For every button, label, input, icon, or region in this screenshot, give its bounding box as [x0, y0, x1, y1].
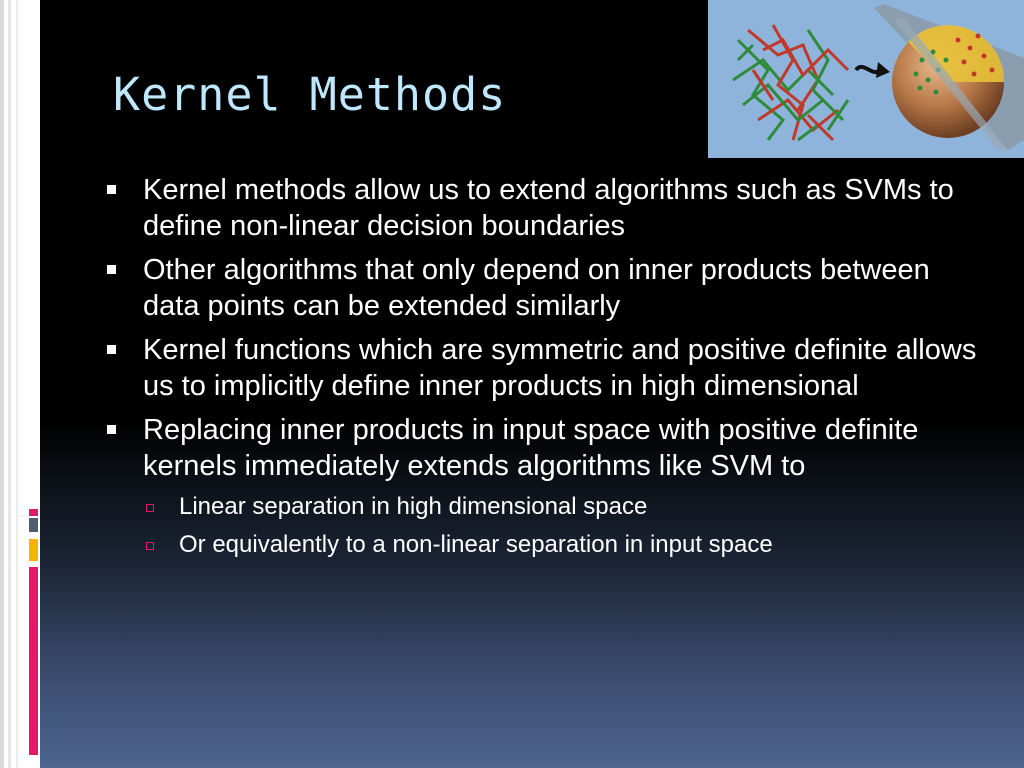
sub-bullet-text: Linear separation in high dimensional space: [179, 493, 648, 520]
kernel-mapping-graphic: [708, 0, 1024, 158]
left-decorative-strip: [0, 0, 40, 768]
bullet-text: Kernel functions which are symmetric and positive definite allows us to implicitly define inner products in high dimensional: [143, 334, 977, 402]
bullet-text: Other algorithms that only depend on inner products between data points can be extended similarly: [143, 254, 930, 322]
strip-line: [16, 0, 18, 768]
accent-block-pink: [29, 509, 38, 516]
bullet-item: [105, 332, 985, 404]
hollow-square-bullet-icon: [146, 504, 154, 512]
square-bullet-icon: [107, 345, 116, 354]
data-cluster-icon: [733, 25, 848, 140]
kernel-mapping-illustration: [708, 0, 1024, 158]
bullet-list: [105, 172, 985, 568]
accent-block-slate: [29, 518, 38, 532]
sub-bullet-item: [105, 492, 985, 522]
square-bullet-icon: [107, 425, 116, 434]
bullet-item: [105, 412, 985, 484]
square-bullet-icon: [107, 185, 116, 194]
accent-block-yellow: [29, 539, 38, 561]
strip-line: [8, 0, 11, 768]
bullet-item: [105, 172, 985, 244]
sub-bullet-text: Or equivalently to a non-linear separation in input space: [179, 531, 773, 558]
accent-bar-pink: [29, 567, 38, 755]
hollow-square-bullet-icon: [146, 542, 154, 550]
bullet-item: [105, 252, 985, 324]
bullet-text: Replacing inner products in input space with positive definite kernels immediately extends algorithms like SVM to: [143, 414, 919, 482]
slide-title: Kernel Methods: [113, 68, 507, 121]
bullet-text: Kernel methods allow us to extend algorithms such as SVMs to define non-linear decision boundaries: [143, 174, 954, 242]
strip-line: [0, 0, 4, 768]
arrow-right-icon: [856, 62, 890, 78]
square-bullet-icon: [107, 265, 116, 274]
sub-bullet-item: [105, 530, 985, 560]
